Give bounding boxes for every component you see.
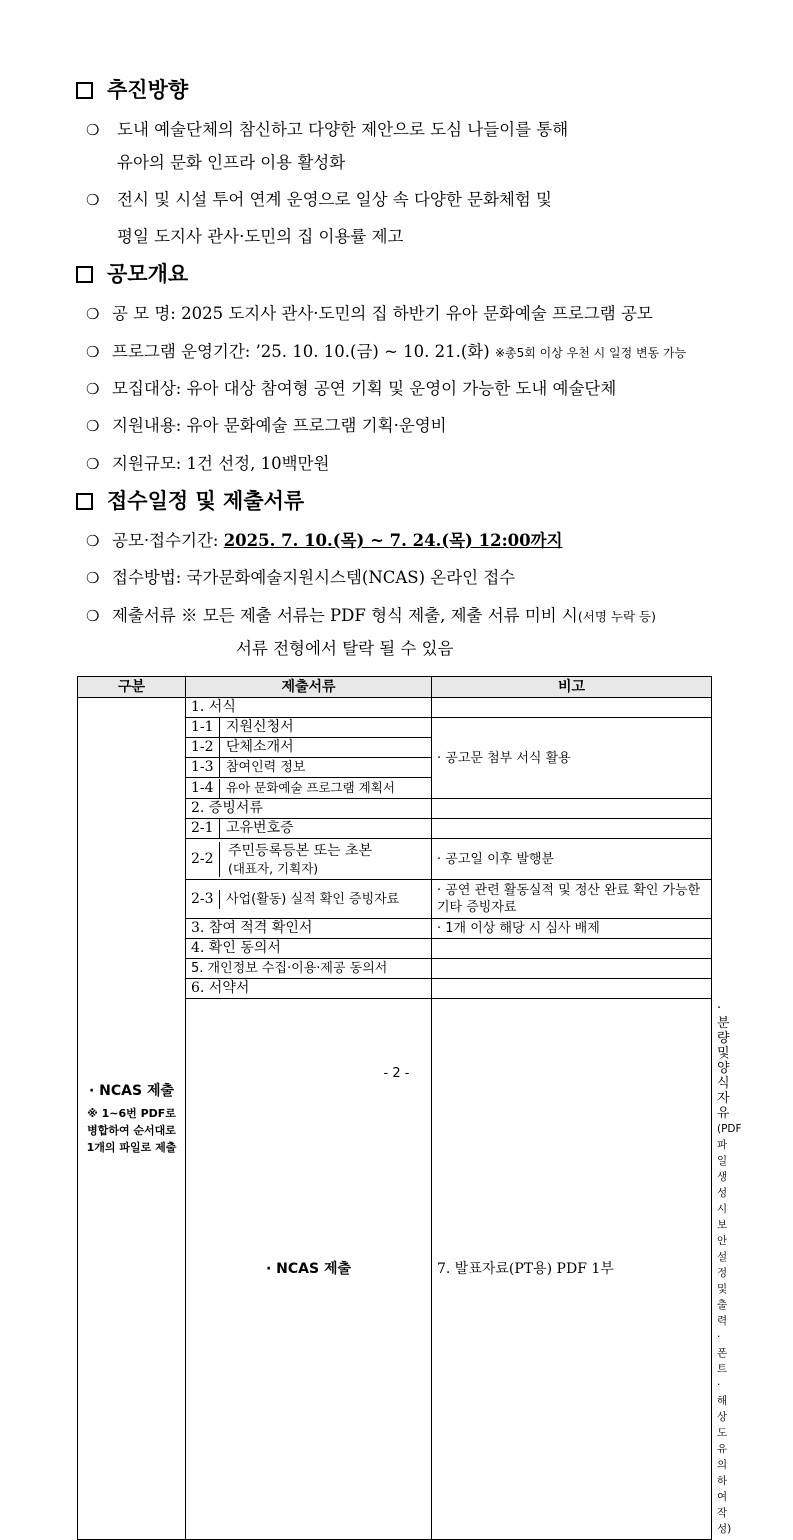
direction-item-1-line2: 유아의 문화 인프라 이용 활성화 <box>117 153 346 172</box>
doc-item: 1. 서식 <box>186 698 432 718</box>
table-header-row <box>78 677 712 698</box>
direction-item-2-line2: 평일 도지사 관사·도민의 집 이용률 제고 <box>117 227 404 246</box>
overview-support: ❍ 지원내용: 유아 문화예술 프로그램 기획·운영비 <box>86 416 447 435</box>
doc-item: 1-4 유아 문화예술 프로그램 계획서 <box>186 778 432 799</box>
overview-period: ❍ 프로그램 운영기간: ’25. 10. 10.(금) ~ 10. 21.(화) ※총5회 이상 우천 시 일정 변동 가능 <box>86 342 687 361</box>
doc-item: 4. 확인 동의서 <box>186 939 432 959</box>
section-heading-direction: 추진방향 <box>76 77 188 103</box>
doc-item: 2. 증빙서류 <box>186 799 432 819</box>
section-heading-schedule: 접수일정 및 제출서류 <box>76 488 304 514</box>
overview-target: ❍ 모집대상: 유아 대상 참여형 공연 기획 및 운영이 가능한 도내 예술단체 <box>86 379 617 398</box>
circle-bullet-icon: ❍ <box>86 305 100 323</box>
doc-item: 6. 서약서 <box>186 979 432 999</box>
doc-item: 2-1 고유번호증 <box>186 819 432 839</box>
doc-item: 1-3 참여인력 정보 <box>186 758 432 778</box>
table-row: · NCAS 제출 7. 발표자료(PT용) PDF 1부 · 분량 및 양식 자유(PDF 파일 생성 시 보안설정 및 출력·폰트·해상도 유의하여 작성) <box>78 999 712 1540</box>
circle-bullet-icon: ❍ <box>86 380 100 398</box>
overview-name: ❍ 공 모 명: 2025 도지사 관사·도민의 집 하반기 유아 문화예술 프로그램 공모 <box>86 304 653 323</box>
circle-bullet-icon: ❍ <box>86 417 100 435</box>
overview-scale: ❍ 지원규모: 1건 선정, 10백만원 <box>86 454 330 473</box>
group-ncas-2: · NCAS 제출 <box>186 999 432 1540</box>
doc-item: 1-1 지원신청서 <box>186 718 432 738</box>
circle-bullet-icon: ❍ <box>86 532 100 550</box>
section-heading-overview: 공모개요 <box>76 261 188 287</box>
checkbox-square-icon <box>76 82 93 99</box>
schedule-docs: ❍ 제출서류 ※ 모든 제출 서류는 PDF 형식 제출, 제출 서류 미비 시(서명 누락 등) <box>86 606 656 625</box>
header-category: 구분 <box>78 677 186 698</box>
remark: · 공고일 이후 발행분 <box>432 839 712 880</box>
group-ncas-1: · NCAS 제출 ※ 1~6번 PDF로 병합하여 순서대로 1개의 파일로 제출 <box>78 698 186 1540</box>
circle-bullet-icon: ❍ <box>86 607 100 625</box>
list-item <box>86 189 112 211</box>
doc-item: 7. 발표자료(PT용) PDF 1부 <box>432 999 712 1540</box>
table-row <box>78 698 712 718</box>
remark: · 공고문 첨부 서식 활용 <box>432 718 712 799</box>
schedule-period: ❍ 공모·접수기간: 2025. 7. 10.(목) ~ 7. 24.(목) 12:00까지 <box>86 531 563 550</box>
doc-item: 2-2 주민등록등본 또는 초본 (대표자, 기획자) <box>186 839 432 880</box>
circle-bullet-icon: ❍ <box>86 455 100 473</box>
doc-item: 5. 개인정보 수집·이용·제공 동의서 <box>186 959 432 979</box>
list-item <box>86 119 112 141</box>
checkbox-square-icon <box>76 266 93 283</box>
circle-bullet-icon: ❍ <box>86 191 100 209</box>
documents-table <box>77 676 742 1540</box>
doc-item: 3. 참여 적격 확인서 <box>186 919 432 939</box>
checkbox-square-icon <box>76 493 93 510</box>
circle-bullet-icon: ❍ <box>86 121 100 139</box>
header-remarks: 비고 <box>432 677 712 698</box>
doc-item: 1-2 단체소개서 <box>186 738 432 758</box>
remark: · 1개 이상 해당 시 심사 배제 <box>432 919 712 939</box>
schedule-docs-line2: 서류 전형에서 탈락 될 수 있음 <box>236 639 454 658</box>
circle-bullet-icon: ❍ <box>86 569 100 587</box>
doc-item: 2-3 사업(활동) 실적 확인 증빙자료 <box>186 880 432 919</box>
circle-bullet-icon: ❍ <box>86 343 100 361</box>
header-documents: 제출서류 <box>186 677 432 698</box>
direction-item-2-line1: 전시 및 시설 투어 연계 운영으로 일상 속 다양한 문화체험 및 <box>117 190 552 209</box>
schedule-method: ❍ 접수방법: 국가문화예술지원시스템(NCAS) 온라인 접수 <box>86 568 516 587</box>
page-number: - 2 - <box>383 1066 410 1081</box>
direction-item-1-line1: 도내 예술단체의 참신하고 다양한 제안으로 도심 나들이를 통해 <box>117 120 569 139</box>
remark: · 공연 관련 활동실적 및 정산 완료 확인 가능한 기타 증빙자료 <box>432 880 712 919</box>
